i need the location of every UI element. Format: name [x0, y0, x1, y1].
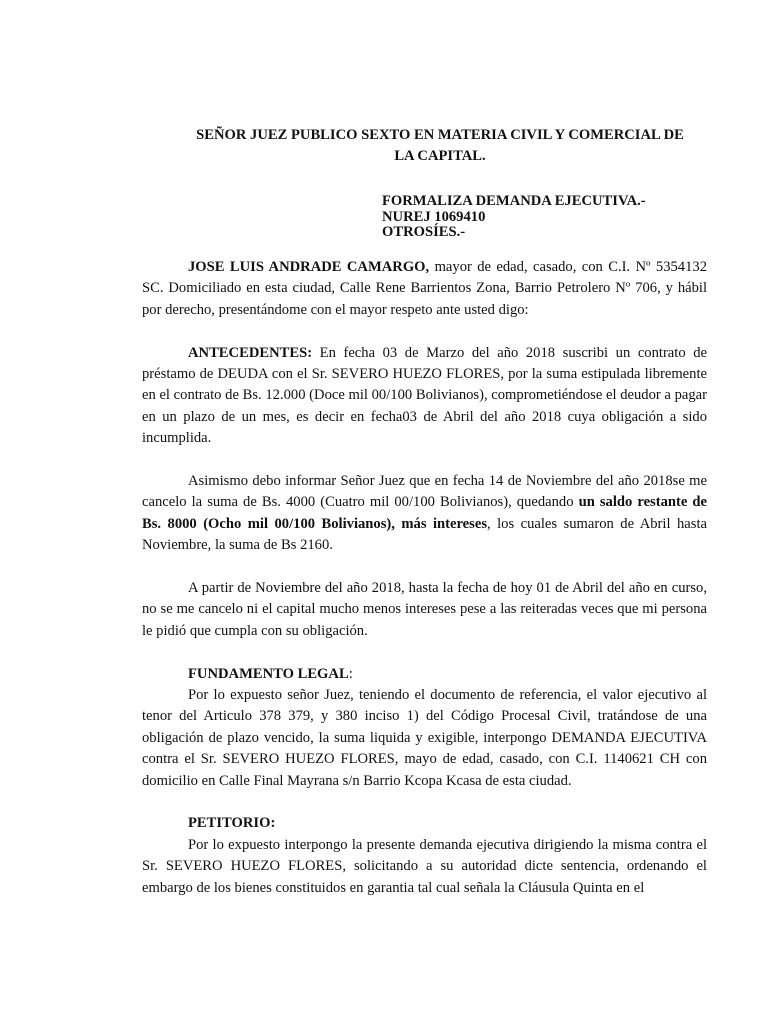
- petitorio-heading: PETITORIO:: [188, 815, 276, 832]
- subject-line-2: NUREJ 1069410: [382, 208, 486, 225]
- fundamento-heading: FUNDAMENTO LEGAL: [188, 665, 349, 682]
- fundamento-paragraph: Por lo expuesto señor Juez, teniendo el documento de referencia, el valor ejecutivo al tenor del Articulo 378 379, y 380 inciso 1) del Código Procesal Civil, tratándose de una obligación de plazo vencido, la suma liquida y exigible, interpongo DEMANDA EJECUTIVA contra el Sr. SEVERO HUEZO FLORES, mayo de edad, casado, con C.I. 1140621 CH con domicilio en Calle Final Mayrana s/n Barrio Kcopa Kcasa de esta ciudad.: [142, 687, 707, 789]
- court-address-line-2: LA CAPITAL.: [394, 148, 486, 164]
- plaintiff-name: JOSE LUIS ANDRADE CAMARGO,: [188, 259, 430, 275]
- asimismo-text-after: , los cuales sumaron de Abril hasta Noviembre, la suma de Bs 2160.: [142, 515, 707, 554]
- petitorio-paragraph: Por lo expuesto interpongo la presente demanda ejecutiva dirigiendo la misma contra el Sr. SEVERO HUEZO FLORES, solicitando a su autoridad dicte sentencia, ordenando el embargo de los bienes constituidos en garantia tal cual señala la Cláusula Quinta en el: [142, 836, 707, 896]
- intro-text: mayor de edad, casado, con C.I. Nº 5354132 SC. Domiciliado en esta ciudad, Calle Rene Barrientos Zona, Barrio Petrolero Nº 706, y hábil por derecho, presentándome con el mayor respeto ante usted digo:: [142, 259, 707, 318]
- subject-line-3: OTROSÍES.-: [382, 224, 466, 240]
- subject-line-1: FORMALIZA DEMANDA EJECUTIVA.-: [382, 193, 646, 209]
- court-address: [160, 125, 720, 167]
- fundamento-colon: :: [348, 665, 353, 682]
- asimismo-paragraph: [142, 471, 707, 557]
- document-body: [142, 257, 707, 899]
- asimismo-text-before: Asimismo debo informar Señor Juez que en fecha 14 de Noviembre del año 2018se me cancelo la suma de Bs. 4000 (Cuatro mil 00/100 Bolivianos), quedando: [142, 473, 707, 511]
- apartir-paragraph: A partir de Noviembre del año 2018, hasta la fecha de hoy 01 de Abril del año en curso, no se me cancelo ni el capital mucho menos intereses pese a las reiteradas veces que mi persona le pidió que cumpla con su obligación.: [142, 580, 707, 639]
- intro-paragraph: [142, 257, 707, 321]
- court-address-line-1: SEÑOR JUEZ PUBLICO SEXTO EN MATERIA CIVIL Y COMERCIAL DE: [196, 127, 684, 143]
- asimismo-bold-text: un saldo restante de Bs. 8000 (Ocho mil 00/100 Bolivianos), más intereses: [142, 494, 707, 532]
- subject-block: [382, 194, 646, 241]
- fundamento-heading-line: [142, 664, 707, 685]
- antecedentes-heading: ANTECEDENTES:: [188, 344, 313, 361]
- petitorio-heading-line: [142, 813, 707, 834]
- antecedentes-text: En fecha 03 de Marzo del año 2018 suscribi un contrato de préstamo de DEUDA con el Sr. SEVERO HUEZO FLORES, por la suma estipulada libremente en el contrato de Bs. 12.000 (Doce mil 00/100 Bolivianos), comprometiéndose el deudor a pagar en un plazo de un mes, es decir en fecha03 de Abril del año 2018 cuya obligación a sido incumplida.: [142, 344, 707, 447]
- antecedentes-paragraph: [142, 343, 707, 450]
